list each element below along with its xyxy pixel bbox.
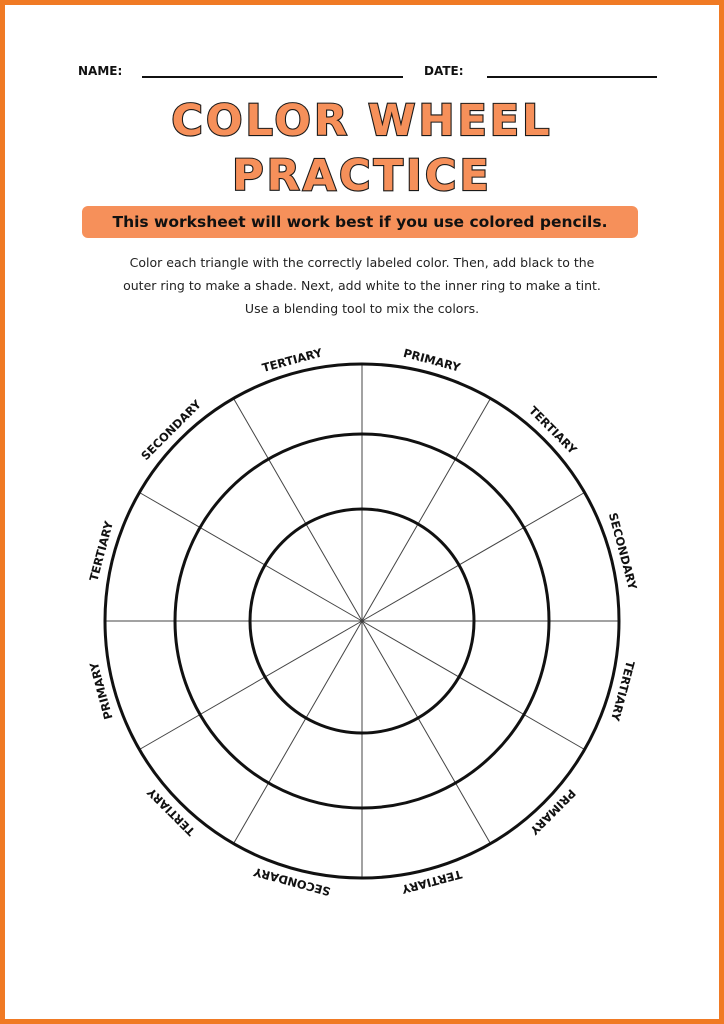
name-label: NAME: (78, 64, 123, 78)
wheel-label-0: PRIMARY (401, 345, 462, 375)
wheel-label-11: TERTIARY (260, 345, 324, 375)
wheel-label-9: TERTIARY (86, 519, 116, 583)
wheel-label-10: SECONDARY (138, 397, 204, 463)
wheel-label-8: PRIMARY (86, 660, 116, 721)
wheel-label-1: TERTIARY (526, 403, 580, 457)
instruction-line-3: Use a blending tool to mix the colors. (244, 301, 480, 316)
wheel-label-3: TERTIARY (608, 659, 638, 723)
instruction-line-2: outer ring to make a shade. Next, add white to the inner ring to make a tint. (123, 278, 601, 293)
notice-text: This worksheet will work best if you use colored pencils. (112, 213, 608, 231)
title-line-2: PRACTICE (232, 151, 492, 200)
wheel-label-2: SECONDARY (605, 511, 640, 592)
wheel-spokes (105, 364, 619, 878)
wheel-label-5: TERTIARY (400, 867, 464, 897)
date-label: DATE: (424, 64, 464, 78)
wheel-label-7: TERTIARY (144, 785, 198, 839)
title-line-1: COLOR WHEEL (171, 96, 553, 146)
wheel-label-6: SECONDARY (252, 864, 333, 899)
instruction-line-1: Color each triangle with the correctly labeled color. Then, add black to the (129, 255, 595, 270)
wheel-label-4: PRIMARY (527, 786, 579, 838)
